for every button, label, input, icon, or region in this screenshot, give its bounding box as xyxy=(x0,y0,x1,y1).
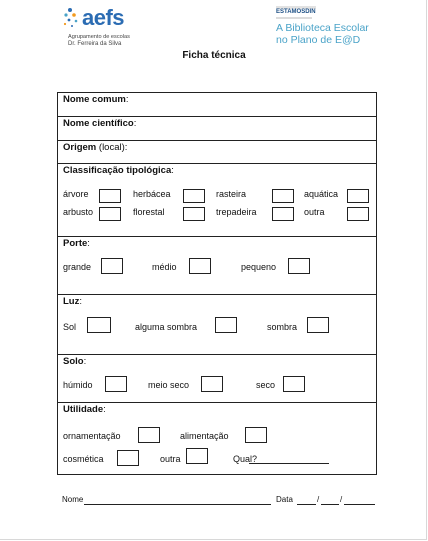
date-day-line[interactable] xyxy=(297,504,316,505)
partner-logo xyxy=(276,6,416,46)
option-utilidade-outra: outra xyxy=(160,454,181,464)
row-porte xyxy=(58,237,376,295)
label-qual: Qual? xyxy=(233,454,258,464)
checkbox-medio[interactable] xyxy=(189,258,211,274)
checkbox-grande[interactable] xyxy=(101,258,123,274)
row-utilidade xyxy=(58,403,376,474)
option-trepadeira: trepadeira xyxy=(216,207,257,217)
checkbox-pequeno[interactable] xyxy=(288,258,310,274)
option-grande: grande xyxy=(63,262,92,272)
option-outra: outra xyxy=(304,207,325,217)
option-alguma-sombra: alguma sombra xyxy=(135,322,198,332)
checkbox-cosmetica[interactable] xyxy=(117,450,139,466)
label-classificacao: Classificação tipológica: xyxy=(63,165,174,176)
checkbox-utilidade-outra[interactable] xyxy=(186,448,208,464)
row-luz xyxy=(58,295,376,355)
footer xyxy=(62,495,382,509)
option-meio-seco: meio seco xyxy=(148,380,190,390)
label-data: Data xyxy=(276,495,293,504)
option-sol: Sol xyxy=(63,322,77,332)
partner-line-2: no Plano de E@D xyxy=(276,34,361,46)
option-florestal: florestal xyxy=(133,207,165,217)
checkbox-arbusto[interactable] xyxy=(99,207,121,221)
option-pequeno: pequeno xyxy=(241,262,277,272)
row-solo xyxy=(58,355,376,403)
school-subtitle-2: Dr. Ferreira da Silva xyxy=(68,41,122,47)
row-nome-cientifico xyxy=(58,117,376,141)
checkbox-trepadeira[interactable] xyxy=(272,207,294,221)
checkbox-florestal[interactable] xyxy=(183,207,205,221)
checkbox-sol[interactable] xyxy=(87,317,111,333)
label-nome-comum: Nome comum: xyxy=(63,94,129,105)
option-aquatica: aquática xyxy=(304,189,339,199)
option-medio: médio xyxy=(152,262,177,272)
option-alimentacao: alimentação xyxy=(180,431,229,441)
checkbox-arvore[interactable] xyxy=(99,189,121,203)
label-nome: Nome xyxy=(62,495,84,504)
option-arvore: árvore xyxy=(63,189,89,199)
date-year-line[interactable] xyxy=(344,504,375,505)
option-sombra: sombra xyxy=(267,322,298,332)
school-subtitle-1: Agrupamento de escolas xyxy=(68,34,130,40)
nome-input-line[interactable] xyxy=(84,504,271,505)
school-logo-text: aefs xyxy=(82,5,125,30)
partner-line-1: A Biblioteca Escolar xyxy=(276,22,369,34)
row-classificacao xyxy=(58,164,376,237)
checkbox-aquatica[interactable] xyxy=(347,189,369,203)
option-rasteira: rasteira xyxy=(216,189,247,199)
checkbox-ornamentacao[interactable] xyxy=(138,427,160,443)
checkbox-rasteira[interactable] xyxy=(272,189,294,203)
label-solo: Solo: xyxy=(63,356,87,367)
option-cosmetica: cosmética xyxy=(63,454,104,464)
label-utilidade: Utilidade: xyxy=(63,404,106,415)
label-nome-cientifico: Nome científico: xyxy=(63,118,137,129)
document-title: Ficha técnica xyxy=(182,50,246,61)
checkbox-herbacea[interactable] xyxy=(183,189,205,203)
date-separator-2: / xyxy=(340,495,343,504)
option-seco: seco xyxy=(256,380,276,390)
partner-mini-logo xyxy=(276,6,316,22)
qual-input-line[interactable] xyxy=(249,463,329,464)
option-herbacea: herbácea xyxy=(133,189,171,199)
checkbox-alguma-sombra[interactable] xyxy=(215,317,237,333)
option-arbusto: arbusto xyxy=(63,207,94,217)
label-luz: Luz: xyxy=(63,296,82,307)
school-logo xyxy=(62,6,142,52)
option-ornamentacao: ornamentação xyxy=(63,431,121,441)
checkbox-outra[interactable] xyxy=(347,207,369,221)
checkbox-sombra[interactable] xyxy=(307,317,329,333)
checkbox-humido[interactable] xyxy=(105,376,127,392)
date-month-line[interactable] xyxy=(321,504,339,505)
row-nome-comum xyxy=(58,93,376,117)
date-separator-1: / xyxy=(317,495,320,504)
checkbox-meio-seco[interactable] xyxy=(201,376,223,392)
form-table xyxy=(57,92,377,475)
option-humido: húmido xyxy=(63,380,93,390)
checkbox-seco[interactable] xyxy=(283,376,305,392)
partner-brand: ESTAMOSDIN xyxy=(276,9,316,15)
label-origem: Origem (local): xyxy=(63,142,128,153)
label-porte: Porte: xyxy=(63,238,90,249)
checkbox-alimentacao[interactable] xyxy=(245,427,267,443)
row-origem xyxy=(58,141,376,164)
